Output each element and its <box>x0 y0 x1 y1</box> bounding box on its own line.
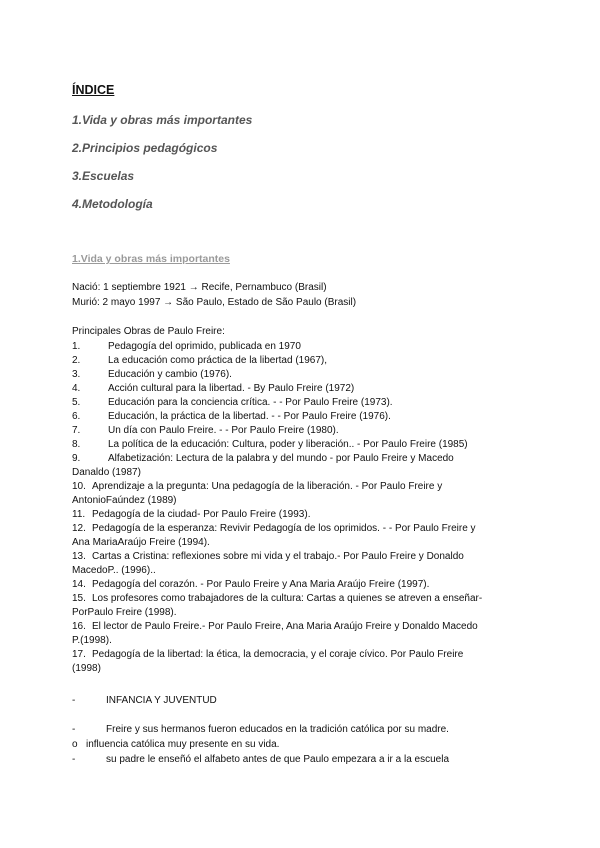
bullet-text: su padre le enseñó el alfabeto antes de que Paulo empezara a ir a la escuela <box>106 754 450 765</box>
work-item-row <box>72 452 532 466</box>
bullet-marker: - <box>72 754 76 765</box>
work-title: Pedagogía de la libertad: la ética, la democracia, y el coraje cívico. Por Paulo Freire <box>92 649 464 660</box>
work-item-row <box>72 634 532 648</box>
work-item-row <box>72 508 532 522</box>
work-title-continued: MacedoP.. (1996).. <box>72 565 156 576</box>
work-number: 14. <box>72 579 86 590</box>
work-title-continued: Danaldo (1987) <box>72 467 141 478</box>
work-item-row <box>72 480 532 494</box>
work-number: 17. <box>72 649 86 660</box>
work-number: 10. <box>72 481 86 492</box>
work-title: Los profesores como trabajadores de la cultura: Cartas a quienes se atreven a enseñar- <box>92 593 483 604</box>
work-title: Pedagogía del oprimido, publicada en 1970 <box>108 341 301 352</box>
work-number: 13. <box>72 551 86 562</box>
work-title: El lector de Paulo Freire.- Por Paulo Freire, Ana Maria Araújo Freire y Donaldo Macedo <box>92 621 478 632</box>
work-title: La política de la educación: Cultura, poder y liberación.. - Por Paulo Freire (1985) <box>108 439 468 450</box>
work-item-row <box>72 550 532 564</box>
work-title-continued: P.(1998). <box>72 635 112 646</box>
toc-item-metodologia: 4.Metodología <box>72 197 153 211</box>
work-title: Acción cultural para la libertad. - By Paulo Freire (1972) <box>108 383 355 394</box>
bullet-item <box>72 753 532 767</box>
work-item-row <box>72 578 532 592</box>
toc-item-principios: 2.Principios pedagógicos <box>72 141 218 155</box>
work-item-row <box>72 340 532 354</box>
work-number: 8. <box>72 439 81 450</box>
work-number: 16. <box>72 621 86 632</box>
work-item-row <box>72 424 532 438</box>
toc-item-vida: 1.Vida y obras más importantes <box>72 113 253 127</box>
work-item-row <box>72 592 532 606</box>
work-item-row <box>72 620 532 634</box>
work-title-continued: PorPaulo Freire (1998). <box>72 607 177 618</box>
bullet-item <box>72 723 532 737</box>
work-number: 6. <box>72 411 81 422</box>
section-title: 1.Vida y obras más importantes <box>72 253 230 265</box>
bullet-item <box>72 738 532 752</box>
bullet-text: influencia católica muy presente en su vida. <box>86 739 280 750</box>
work-title: Alfabetización: Lectura de la palabra y del mundo - por Paulo Freire y Macedo <box>108 453 454 464</box>
work-item-row <box>72 438 532 452</box>
work-number: 2. <box>72 355 81 366</box>
work-title-continued: Ana MariaAraújo Freire (1994). <box>72 537 210 548</box>
work-title: Pedagogía del corazón. - Por Paulo Freire y Ana Maria Araújo Freire (1997). <box>92 579 430 590</box>
work-title: Aprendizaje a la pregunta: Una pedagogía de la liberación. - Por Paulo Freire y <box>92 481 443 492</box>
died-line: Murió: 2 mayo 1997 → São Paulo, Estado de São Paulo (Brasil) <box>72 297 357 308</box>
work-number: 3. <box>72 369 81 380</box>
work-number: 1. <box>72 341 81 352</box>
work-title: Educación, la práctica de la libertad. - - Por Paulo Freire (1976). <box>108 411 391 422</box>
work-title: Educación para la conciencia crítica. - - Por Paulo Freire (1973). <box>108 397 393 408</box>
work-item-row <box>72 662 532 676</box>
work-title: Un día con Paulo Freire. - - Por Paulo Freire (1980). <box>108 425 339 436</box>
work-item-row <box>72 564 532 578</box>
work-title: Pedagogía de la ciudad- Por Paulo Freire (1993). <box>92 509 311 520</box>
bullet-list <box>72 723 532 768</box>
bullet-text: Freire y sus hermanos fueron educados en la tradición católica por su madre. <box>106 724 449 735</box>
work-item-row <box>72 396 532 410</box>
work-title: La educación como práctica de la libertad (1967), <box>108 355 328 366</box>
work-number: 11. <box>72 509 86 520</box>
work-item-row <box>72 466 532 480</box>
work-number: 12. <box>72 523 86 534</box>
work-number: 4. <box>72 383 81 394</box>
work-item-row <box>72 494 532 508</box>
work-item-row <box>72 536 532 550</box>
work-item-row <box>72 410 532 424</box>
work-number: 7. <box>72 425 81 436</box>
infancia-heading <box>72 694 532 708</box>
work-title-continued: AntonioFaúndez (1989) <box>72 495 177 506</box>
work-item-row <box>72 368 532 382</box>
born-line: Nació: 1 septiembre 1921 → Recife, Pernambuco (Brasil) <box>72 282 327 293</box>
toc-item-escuelas: 3.Escuelas <box>72 169 135 183</box>
work-item-row <box>72 382 532 396</box>
work-number: 9. <box>72 453 81 464</box>
work-number: 15. <box>72 593 86 604</box>
infancia-label: INFANCIA Y JUVENTUD <box>106 695 217 706</box>
work-item-row <box>72 648 532 662</box>
work-item-row <box>72 606 532 620</box>
work-item-row <box>72 354 532 368</box>
index-title: ÍNDICE <box>72 83 115 97</box>
bullet-marker: o <box>72 739 78 750</box>
work-item-row <box>72 522 532 536</box>
works-heading: Principales Obras de Paulo Freire: <box>72 326 225 337</box>
work-title: Cartas a Cristina: reflexiones sobre mi vida y el trabajo.- Por Paulo Freire y Donaldo <box>92 551 464 562</box>
bullet-marker: - <box>72 724 76 735</box>
work-title: Pedagogía de la esperanza: Revivir Pedagogía de los oprimidos. - - Por Paulo Freire y <box>92 523 476 534</box>
work-number: 5. <box>72 397 81 408</box>
works-list <box>72 340 532 676</box>
work-title: Educación y cambio (1976). <box>108 369 232 380</box>
work-title-continued: (1998) <box>72 663 101 674</box>
dash-marker: - <box>72 695 76 706</box>
